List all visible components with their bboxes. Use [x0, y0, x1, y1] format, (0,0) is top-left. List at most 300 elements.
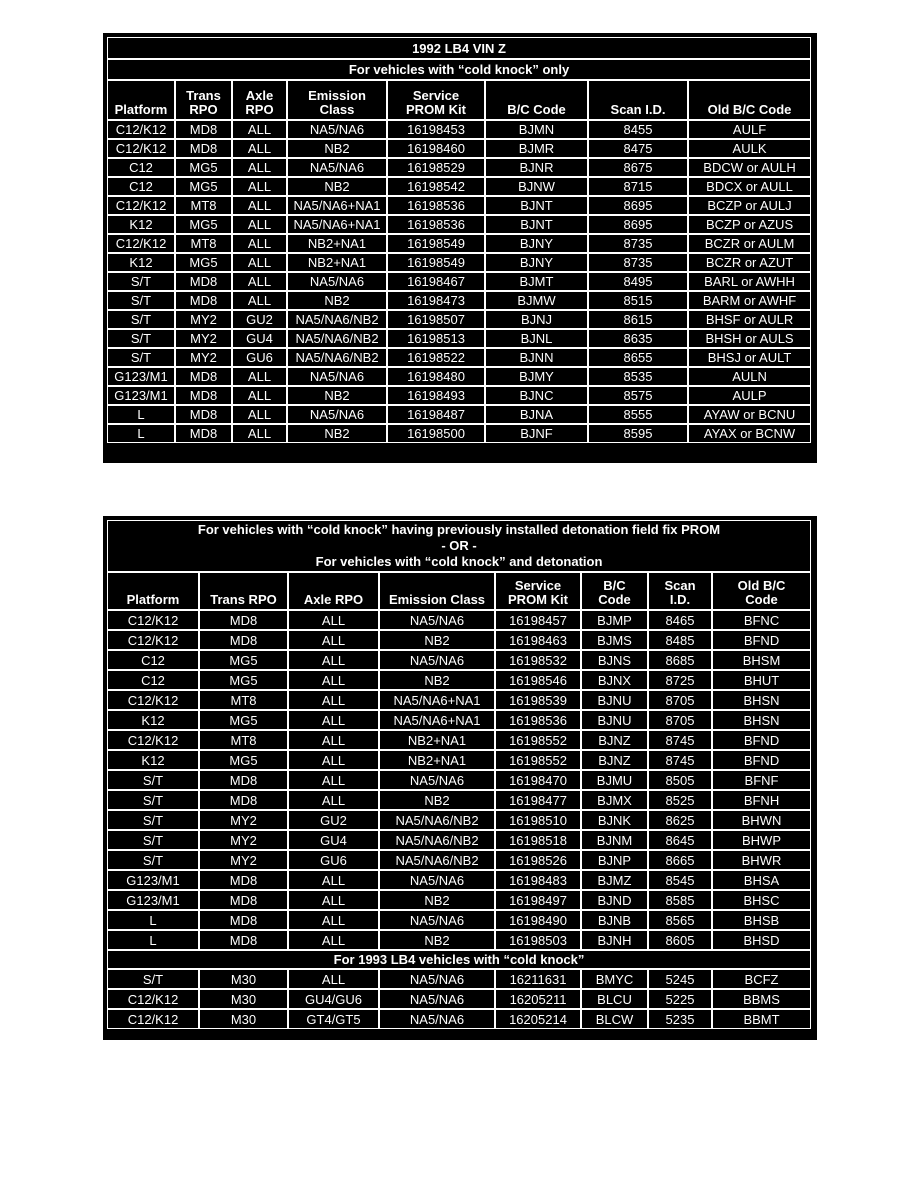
cell-old-bc-code: AULK: [688, 139, 811, 158]
cell-axle-rpo: ALL: [288, 630, 379, 650]
cell-trans-rpo: MD8: [175, 424, 232, 443]
cell-scan-id: 5225: [648, 989, 712, 1009]
cell-scan-id: 8645: [648, 830, 712, 850]
cell-bc-code: BJNP: [581, 850, 648, 870]
table-row: [107, 291, 811, 310]
cell-platform: C12/K12: [107, 690, 199, 710]
cell-bc-code: BJNT: [485, 215, 588, 234]
column-header-line: I.D.: [669, 592, 691, 607]
cell-axle-rpo: GU4/GU6: [288, 989, 379, 1009]
cell-service-prom-kit: 16198497: [495, 890, 581, 910]
cell-service-prom-kit: 16198473: [387, 291, 485, 310]
cell-platform: C12/K12: [107, 1009, 199, 1029]
column-header-line: Platform: [126, 592, 180, 607]
table-row: [107, 215, 811, 234]
cell-service-prom-kit: 16198536: [387, 215, 485, 234]
cell-platform: S/T: [107, 348, 175, 367]
column-header-old-bc-code: [688, 80, 811, 120]
cell-old-bc-code: BFNH: [712, 790, 811, 810]
cell-trans-rpo: MG5: [199, 710, 288, 730]
column-header-line: Scan I.D.: [610, 102, 666, 117]
column-header-axle-rpo: [288, 572, 379, 610]
cell-axle-rpo: ALL: [288, 790, 379, 810]
cell-axle-rpo: GU4: [232, 329, 287, 348]
table-row: [107, 670, 811, 690]
cell-service-prom-kit: 16198500: [387, 424, 485, 443]
cell-scan-id: 8745: [648, 730, 712, 750]
cell-scan-id: 8635: [588, 329, 688, 348]
cell-trans-rpo: M30: [199, 989, 288, 1009]
cell-old-bc-code: BHSM: [712, 650, 811, 670]
cell-service-prom-kit: 16198493: [387, 386, 485, 405]
cell-bc-code: BJNN: [485, 348, 588, 367]
cell-platform: G123/M1: [107, 367, 175, 386]
cell-service-prom-kit: 16198463: [495, 630, 581, 650]
cell-trans-rpo: MG5: [175, 253, 232, 272]
cell-service-prom-kit: 16198552: [495, 750, 581, 770]
cell-platform: G123/M1: [107, 890, 199, 910]
column-header-line: Trans: [186, 88, 221, 103]
cell-old-bc-code: BHSH or AULS: [688, 329, 811, 348]
cell-bc-code: BJMY: [485, 367, 588, 386]
cell-emission-class: NB2: [287, 424, 387, 443]
cell-platform: S/T: [107, 830, 199, 850]
table-title: 1992 LB4 VIN Z: [107, 37, 811, 59]
cell-trans-rpo: MG5: [175, 158, 232, 177]
cell-old-bc-code: BHSN: [712, 710, 811, 730]
table-row: [107, 750, 811, 770]
table-row: [107, 790, 811, 810]
section-subheader: For 1993 LB4 vehicles with “cold knock”: [107, 950, 811, 969]
cell-scan-id: 8705: [648, 690, 712, 710]
cell-scan-id: 8735: [588, 234, 688, 253]
cell-bc-code: BJMS: [581, 630, 648, 650]
cell-service-prom-kit: 16198510: [495, 810, 581, 830]
cell-trans-rpo: M30: [199, 1009, 288, 1029]
cell-scan-id: 8615: [588, 310, 688, 329]
cell-trans-rpo: MY2: [199, 830, 288, 850]
table-row: [107, 610, 811, 630]
cell-platform: S/T: [107, 850, 199, 870]
column-header-line: Service: [412, 88, 460, 103]
cell-platform: C12: [107, 158, 175, 177]
cell-trans-rpo: MD8: [199, 770, 288, 790]
cell-scan-id: 8545: [648, 870, 712, 890]
cell-platform: S/T: [107, 329, 175, 348]
column-header-line: Platform: [114, 102, 168, 117]
cell-trans-rpo: MG5: [199, 750, 288, 770]
table-row: [107, 348, 811, 367]
table-row: [107, 386, 811, 405]
cell-scan-id: 8715: [588, 177, 688, 196]
cell-service-prom-kit: 16198453: [387, 120, 485, 139]
cell-trans-rpo: MD8: [199, 790, 288, 810]
column-header-line: PROM Kit: [508, 592, 568, 607]
cell-old-bc-code: BHWN: [712, 810, 811, 830]
cell-bc-code: BJNA: [485, 405, 588, 424]
cell-axle-rpo: GU6: [288, 850, 379, 870]
cell-platform: C12/K12: [107, 196, 175, 215]
cell-service-prom-kit: 16198546: [495, 670, 581, 690]
cell-bc-code: BLCW: [581, 1009, 648, 1029]
table-row: [107, 650, 811, 670]
cell-old-bc-code: BHUT: [712, 670, 811, 690]
cell-service-prom-kit: 16211631: [495, 969, 581, 989]
column-header-line: RPO: [189, 102, 218, 117]
cell-bc-code: BJMN: [485, 120, 588, 139]
cell-bc-code: BLCU: [581, 989, 648, 1009]
cell-platform: S/T: [107, 291, 175, 310]
cell-old-bc-code: BCZR or AULM: [688, 234, 811, 253]
cell-service-prom-kit: 16198536: [495, 710, 581, 730]
cell-service-prom-kit: 16198480: [387, 367, 485, 386]
cell-bc-code: BJNC: [485, 386, 588, 405]
cell-trans-rpo: MD8: [199, 870, 288, 890]
column-header-line: Old B/C Code: [707, 102, 792, 117]
cell-axle-rpo: ALL: [288, 969, 379, 989]
table-row: [107, 158, 811, 177]
cell-platform: G123/M1: [107, 870, 199, 890]
cell-trans-rpo: MY2: [175, 348, 232, 367]
cell-platform: C12/K12: [107, 610, 199, 630]
cell-scan-id: 8515: [588, 291, 688, 310]
cell-platform: S/T: [107, 810, 199, 830]
cell-trans-rpo: MD8: [175, 291, 232, 310]
cell-bc-code: BJNZ: [581, 730, 648, 750]
cell-platform: C12: [107, 177, 175, 196]
column-header-platform: [107, 572, 199, 610]
cell-axle-rpo: ALL: [232, 196, 287, 215]
cell-scan-id: 8665: [648, 850, 712, 870]
cell-bc-code: BJNJ: [485, 310, 588, 329]
cell-axle-rpo: ALL: [288, 710, 379, 730]
cell-platform: L: [107, 910, 199, 930]
cell-emission-class: NB2: [379, 890, 495, 910]
cell-trans-rpo: MY2: [175, 310, 232, 329]
cell-platform: K12: [107, 750, 199, 770]
column-header-line: Service: [514, 578, 562, 593]
cell-axle-rpo: ALL: [232, 253, 287, 272]
cell-bc-code: BJNU: [581, 690, 648, 710]
cell-emission-class: NA5/NA6/NB2: [287, 310, 387, 329]
cell-service-prom-kit: 16198507: [387, 310, 485, 329]
cell-scan-id: 8495: [588, 272, 688, 291]
cell-service-prom-kit: 16198518: [495, 830, 581, 850]
cell-scan-id: 8675: [588, 158, 688, 177]
cell-scan-id: 8575: [588, 386, 688, 405]
cell-bc-code: BJNY: [485, 253, 588, 272]
table-row: [107, 910, 811, 930]
cell-axle-rpo: GU2: [232, 310, 287, 329]
cell-trans-rpo: MT8: [175, 234, 232, 253]
cell-old-bc-code: BCZP or AULJ: [688, 196, 811, 215]
cell-trans-rpo: MG5: [175, 177, 232, 196]
cell-scan-id: 8655: [588, 348, 688, 367]
cell-platform: S/T: [107, 310, 175, 329]
cell-old-bc-code: AULP: [688, 386, 811, 405]
table-row: [107, 139, 811, 158]
cell-trans-rpo: MT8: [199, 730, 288, 750]
cell-axle-rpo: ALL: [232, 158, 287, 177]
cell-emission-class: NB2+NA1: [287, 253, 387, 272]
cell-axle-rpo: GU2: [288, 810, 379, 830]
cell-bc-code: BJMU: [581, 770, 648, 790]
cell-scan-id: 8705: [648, 710, 712, 730]
cell-old-bc-code: BHSJ or AULT: [688, 348, 811, 367]
cell-trans-rpo: MY2: [199, 850, 288, 870]
cell-service-prom-kit: 16198513: [387, 329, 485, 348]
cell-platform: C12: [107, 670, 199, 690]
cell-service-prom-kit: 16198490: [495, 910, 581, 930]
cell-bc-code: BJNX: [581, 670, 648, 690]
cell-service-prom-kit: 16198542: [387, 177, 485, 196]
cell-platform: S/T: [107, 969, 199, 989]
column-header-line: Class: [319, 102, 355, 117]
table-row: [107, 1009, 811, 1029]
table-row: [107, 930, 811, 950]
cell-axle-rpo: ALL: [232, 405, 287, 424]
cell-scan-id: 8505: [648, 770, 712, 790]
table-row: [107, 770, 811, 790]
cell-bc-code: BJNU: [581, 710, 648, 730]
cell-old-bc-code: BHSC: [712, 890, 811, 910]
cell-service-prom-kit: 16198470: [495, 770, 581, 790]
column-header-line: Emission Class: [388, 592, 486, 607]
cell-platform: C12/K12: [107, 120, 175, 139]
column-header-line: Scan: [664, 578, 696, 593]
cell-scan-id: 8585: [648, 890, 712, 910]
column-header-line: B/C: [603, 578, 626, 593]
cell-emission-class: NA5/NA6: [379, 770, 495, 790]
table-row: [107, 196, 811, 215]
cell-service-prom-kit: 16205211: [495, 989, 581, 1009]
cell-old-bc-code: BFNF: [712, 770, 811, 790]
cell-axle-rpo: ALL: [288, 730, 379, 750]
cell-emission-class: NA5/NA6/NB2: [287, 329, 387, 348]
cell-service-prom-kit: 16198460: [387, 139, 485, 158]
cell-axle-rpo: ALL: [232, 120, 287, 139]
cell-emission-class: NA5/NA6+NA1: [379, 710, 495, 730]
cell-trans-rpo: MG5: [175, 215, 232, 234]
cell-axle-rpo: ALL: [232, 424, 287, 443]
cell-trans-rpo: MY2: [199, 810, 288, 830]
cell-trans-rpo: M30: [199, 969, 288, 989]
column-header-service-prom-kit: [495, 572, 581, 610]
cell-trans-rpo: MD8: [175, 405, 232, 424]
cell-platform: C12/K12: [107, 630, 199, 650]
cell-old-bc-code: BDCX or AULL: [688, 177, 811, 196]
cell-scan-id: 8475: [588, 139, 688, 158]
column-header-bc-code: [581, 572, 648, 610]
cell-service-prom-kit: 16198457: [495, 610, 581, 630]
cell-platform: K12: [107, 253, 175, 272]
cell-emission-class: NA5/NA6: [379, 870, 495, 890]
cell-platform: G123/M1: [107, 386, 175, 405]
table-row: [107, 989, 811, 1009]
column-header-line: PROM Kit: [406, 102, 466, 117]
cell-old-bc-code: BCZP or AZUS: [688, 215, 811, 234]
cell-old-bc-code: BDCW or AULH: [688, 158, 811, 177]
cell-trans-rpo: MD8: [175, 367, 232, 386]
cell-emission-class: NA5/NA6+NA1: [379, 690, 495, 710]
title-line-1: For vehicles with “cold knock” having previously installed detonation field fix PROM: [197, 522, 721, 537]
cell-bc-code: BJMP: [581, 610, 648, 630]
cell-axle-rpo: ALL: [232, 215, 287, 234]
table-row: [107, 424, 811, 443]
cell-emission-class: NB2: [287, 386, 387, 405]
column-header-platform: [107, 80, 175, 120]
cell-trans-rpo: MD8: [199, 910, 288, 930]
cell-axle-rpo: ALL: [232, 177, 287, 196]
cell-platform: C12/K12: [107, 730, 199, 750]
cell-old-bc-code: BFND: [712, 750, 811, 770]
cell-emission-class: NA5/NA6: [379, 969, 495, 989]
cell-platform: K12: [107, 215, 175, 234]
cell-bc-code: BJNS: [581, 650, 648, 670]
cell-emission-class: NB2: [379, 670, 495, 690]
cell-trans-rpo: MD8: [199, 930, 288, 950]
cell-service-prom-kit: 16198549: [387, 253, 485, 272]
cell-service-prom-kit: 16198467: [387, 272, 485, 291]
table-row: [107, 969, 811, 989]
cell-old-bc-code: AYAW or BCNU: [688, 405, 811, 424]
cell-emission-class: NA5/NA6: [379, 910, 495, 930]
cell-trans-rpo: MD8: [175, 120, 232, 139]
cell-axle-rpo: ALL: [288, 930, 379, 950]
cell-trans-rpo: MD8: [199, 630, 288, 650]
cell-emission-class: NB2: [287, 177, 387, 196]
cell-emission-class: NA5/NA6: [379, 989, 495, 1009]
cell-platform: L: [107, 405, 175, 424]
cell-scan-id: 8595: [588, 424, 688, 443]
cell-old-bc-code: BHSA: [712, 870, 811, 890]
cell-trans-rpo: MG5: [199, 650, 288, 670]
cell-old-bc-code: BFND: [712, 630, 811, 650]
cell-trans-rpo: MT8: [175, 196, 232, 215]
cell-emission-class: NA5/NA6: [287, 405, 387, 424]
cell-bc-code: BJNM: [581, 830, 648, 850]
cell-old-bc-code: BHWP: [712, 830, 811, 850]
cell-axle-rpo: ALL: [232, 367, 287, 386]
table-row: [107, 405, 811, 424]
table-row: [107, 310, 811, 329]
cell-emission-class: NA5/NA6: [287, 120, 387, 139]
cell-service-prom-kit: 16198522: [387, 348, 485, 367]
column-header-line: Emission: [308, 88, 366, 103]
cell-axle-rpo: GU6: [232, 348, 287, 367]
column-header-line: Code: [598, 592, 631, 607]
table-subtitle: For vehicles with “cold knock” only: [107, 59, 811, 80]
cell-platform: C12/K12: [107, 139, 175, 158]
cell-emission-class: NA5/NA6: [287, 367, 387, 386]
cell-platform: C12/K12: [107, 989, 199, 1009]
cell-scan-id: 8605: [648, 930, 712, 950]
table-row: [107, 329, 811, 348]
column-header-axle-rpo: [232, 80, 287, 120]
cell-old-bc-code: AYAX or BCNW: [688, 424, 811, 443]
cell-bc-code: BJNK: [581, 810, 648, 830]
cell-old-bc-code: BCZR or AZUT: [688, 253, 811, 272]
cell-service-prom-kit: 16205214: [495, 1009, 581, 1029]
cell-trans-rpo: MT8: [199, 690, 288, 710]
cell-platform: L: [107, 930, 199, 950]
cell-service-prom-kit: 16198477: [495, 790, 581, 810]
cell-emission-class: NB2: [379, 930, 495, 950]
cell-service-prom-kit: 16198503: [495, 930, 581, 950]
table-row: [107, 367, 811, 386]
table-row: [107, 253, 811, 272]
column-header-line: Trans RPO: [210, 592, 277, 607]
prom-table-1992-panel: [103, 33, 817, 463]
column-header-trans-rpo: [199, 572, 288, 610]
column-header-emission-class: [379, 572, 495, 610]
cell-old-bc-code: AULN: [688, 367, 811, 386]
cell-emission-class: NA5/NA6/NB2: [379, 850, 495, 870]
cell-emission-class: NB2+NA1: [379, 750, 495, 770]
prom-table-1992: [107, 37, 811, 443]
cell-scan-id: 8555: [588, 405, 688, 424]
table-row: [107, 177, 811, 196]
cell-service-prom-kit: 16198526: [495, 850, 581, 870]
table-row: [107, 850, 811, 870]
cell-bc-code: BJNH: [581, 930, 648, 950]
cell-trans-rpo: MY2: [175, 329, 232, 348]
cell-scan-id: 8565: [648, 910, 712, 930]
cell-scan-id: 8535: [588, 367, 688, 386]
cell-axle-rpo: ALL: [288, 650, 379, 670]
cell-emission-class: NA5/NA6+NA1: [287, 196, 387, 215]
table-row: [107, 830, 811, 850]
cell-scan-id: 8735: [588, 253, 688, 272]
cell-scan-id: 8725: [648, 670, 712, 690]
table-title: [107, 520, 811, 572]
cell-emission-class: NA5/NA6: [379, 1009, 495, 1029]
cell-bc-code: BJNB: [581, 910, 648, 930]
cell-scan-id: 8695: [588, 215, 688, 234]
cell-service-prom-kit: 16198539: [495, 690, 581, 710]
column-header-bc-code: [485, 80, 588, 120]
cell-emission-class: NB2+NA1: [287, 234, 387, 253]
cell-bc-code: BJNR: [485, 158, 588, 177]
cell-old-bc-code: BFNC: [712, 610, 811, 630]
cell-emission-class: NB2: [379, 790, 495, 810]
cell-old-bc-code: BHSF or AULR: [688, 310, 811, 329]
table-row: [107, 234, 811, 253]
cell-emission-class: NA5/NA6+NA1: [287, 215, 387, 234]
table-row: [107, 690, 811, 710]
cell-service-prom-kit: 16198529: [387, 158, 485, 177]
cell-trans-rpo: MD8: [175, 386, 232, 405]
cell-service-prom-kit: 16198549: [387, 234, 485, 253]
cell-platform: S/T: [107, 790, 199, 810]
cell-platform: S/T: [107, 770, 199, 790]
cell-old-bc-code: BHSN: [712, 690, 811, 710]
column-header-line: RPO: [245, 102, 274, 117]
prom-table-detonation: [107, 520, 811, 1029]
column-header-old-bc-code: [712, 572, 811, 610]
table-row: [107, 890, 811, 910]
column-header-line: Code: [745, 592, 778, 607]
cell-old-bc-code: BHSB: [712, 910, 811, 930]
cell-old-bc-code: BHWR: [712, 850, 811, 870]
cell-emission-class: NA5/NA6/NB2: [379, 810, 495, 830]
cell-bc-code: BJND: [581, 890, 648, 910]
cell-service-prom-kit: 16198483: [495, 870, 581, 890]
cell-old-bc-code: BBMT: [712, 1009, 811, 1029]
cell-platform: S/T: [107, 272, 175, 291]
cell-scan-id: 5235: [648, 1009, 712, 1029]
cell-scan-id: 8485: [648, 630, 712, 650]
